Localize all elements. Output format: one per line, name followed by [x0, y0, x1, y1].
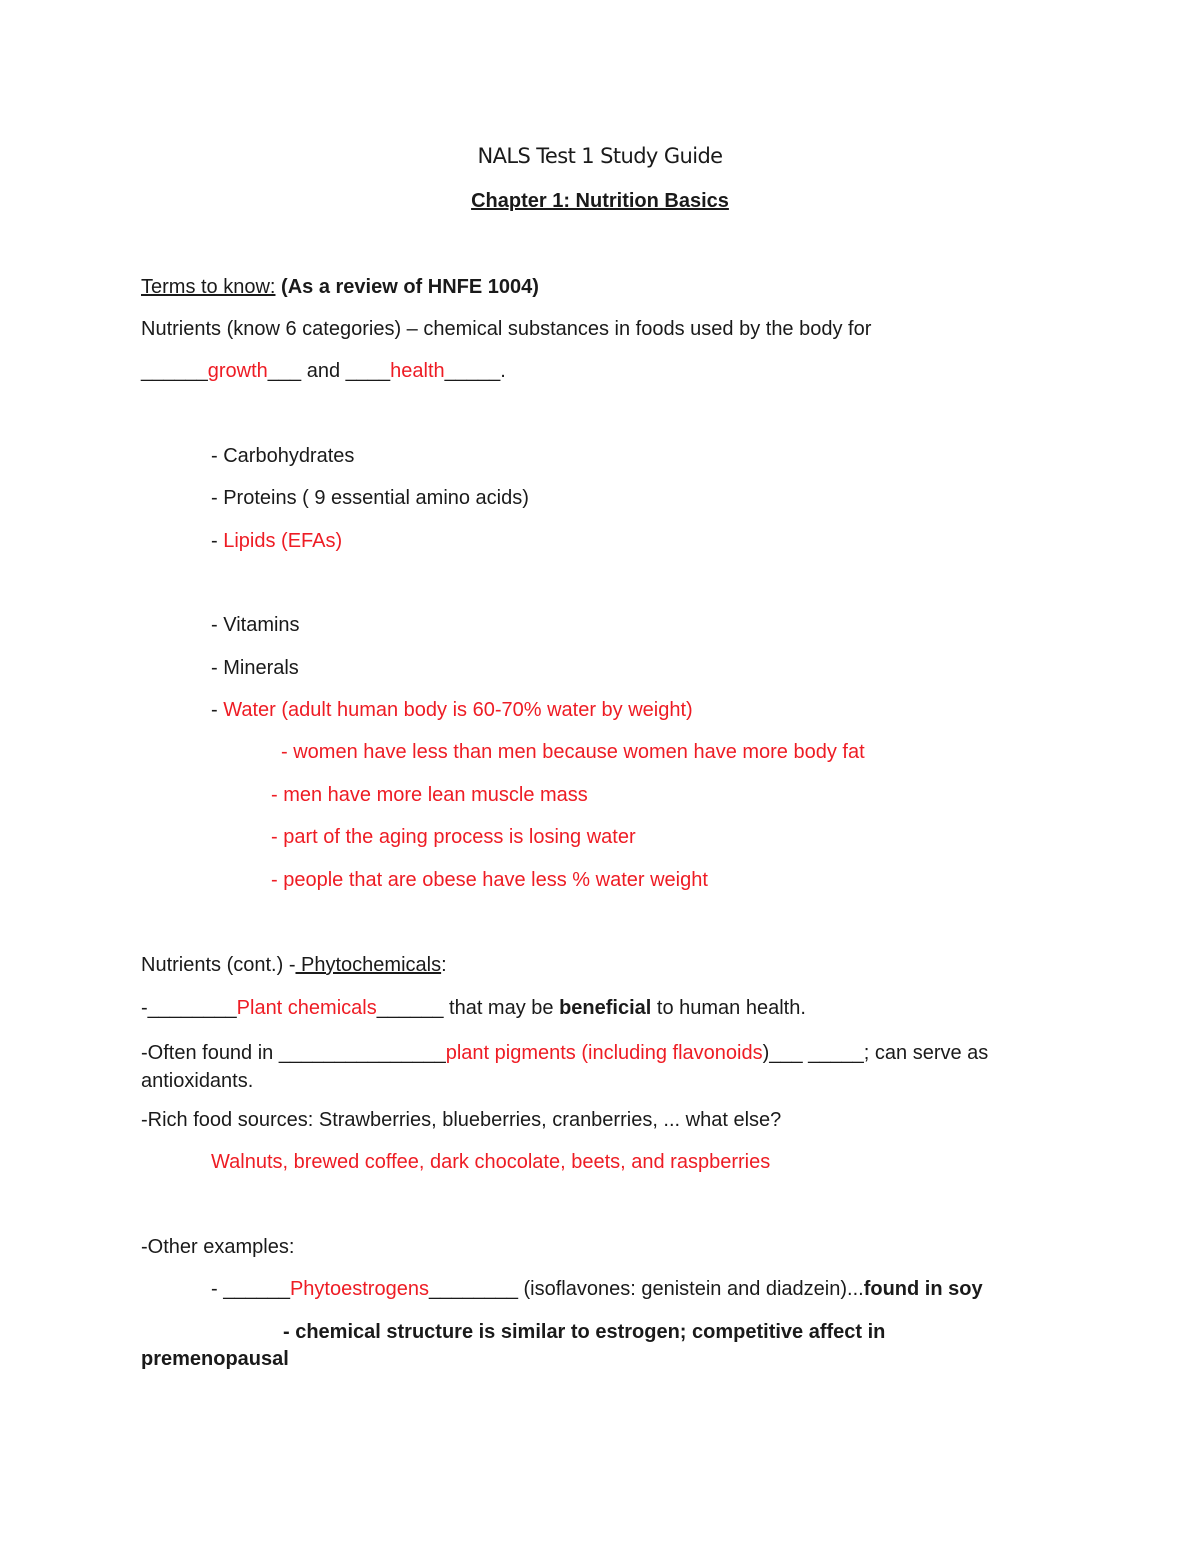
fill-in-line	[141, 359, 506, 383]
answer-food-sources: Walnuts, brewed coffee, dark chocolate, beets, and raspberries	[211, 1151, 771, 1173]
emphasis-found-in-soy: found in soy	[863, 1278, 983, 1300]
text: ________ (isoflavones: genistein and diadzein)...	[428, 1278, 864, 1300]
phyto-line-1	[141, 996, 806, 1020]
list-item-minerals: - Minerals	[211, 657, 299, 679]
dash: -	[211, 699, 224, 721]
doc-title: NALS Test 1 Study Guide	[477, 144, 723, 168]
list-item-carbohydrates: - Carbohydrates	[211, 445, 355, 467]
heading-colon: :	[441, 954, 447, 976]
answer-phytoestrogens: Phytoestrogens	[289, 1278, 429, 1300]
terms-label: Terms to know:	[141, 276, 276, 298]
emphasis-beneficial: beneficial	[559, 997, 652, 1019]
terms-note: (As a review of HNFE 1004)	[281, 276, 539, 298]
phytochemicals-heading	[141, 953, 447, 977]
list-item-water	[211, 698, 693, 722]
list-item-vitamins: - Vitamins	[211, 614, 300, 636]
blank: - ______	[211, 1278, 290, 1300]
lipids-text: Lipids (EFAs)	[223, 530, 343, 552]
list-item-lipids	[211, 529, 342, 553]
water-note: - women have less than men because women have more body fat	[281, 741, 865, 763]
dash: -	[211, 530, 224, 552]
heading-prefix: Nutrients (cont.) -	[141, 954, 296, 976]
blank: ______	[141, 360, 208, 382]
water-note: - people that are obese have less % water weight	[271, 869, 708, 891]
list-item-proteins: - Proteins ( 9 essential amino acids)	[211, 487, 529, 509]
answer-plant-pigments: plant pigments (including flavonoids	[445, 1042, 763, 1064]
nutrients-definition: Nutrients (know 6 categories) – chemical substances in foods used by the body for	[141, 318, 872, 340]
chapter-heading: Chapter 1: Nutrition Basics	[471, 190, 729, 212]
phyto-line-7-cont: premenopausal	[141, 1348, 289, 1370]
text: to human health.	[651, 997, 806, 1019]
text: )___ _____; can serve as antioxidants.	[141, 1042, 989, 1092]
answer-plant-chemicals: Plant chemicals	[236, 997, 377, 1019]
answer-health: health	[390, 360, 445, 382]
phyto-line-3: -Rich food sources: Strawberries, blueberries, cranberries, ... what else?	[141, 1109, 782, 1131]
blank: _____.	[444, 360, 506, 382]
water-note: - part of the aging process is losing water	[271, 826, 636, 848]
water-text: Water (adult human body is 60-70% water by weight)	[223, 699, 693, 721]
text: -Often found in _______________	[141, 1042, 446, 1064]
answer-growth: growth	[207, 360, 268, 382]
phyto-line-5: -Other examples:	[141, 1236, 295, 1258]
water-note: - men have more lean muscle mass	[271, 784, 588, 806]
phyto-line-2	[141, 1039, 1061, 1095]
terms-line	[141, 275, 539, 299]
blank: ___ and ____	[267, 360, 391, 382]
text: ______ that may be	[376, 997, 560, 1019]
phyto-line-7: - chemical structure is similar to estrogen; competitive affect in	[283, 1321, 886, 1343]
heading-term: Phytochemicals	[295, 954, 442, 976]
phyto-line-6	[211, 1277, 983, 1301]
blank: -________	[141, 997, 237, 1019]
